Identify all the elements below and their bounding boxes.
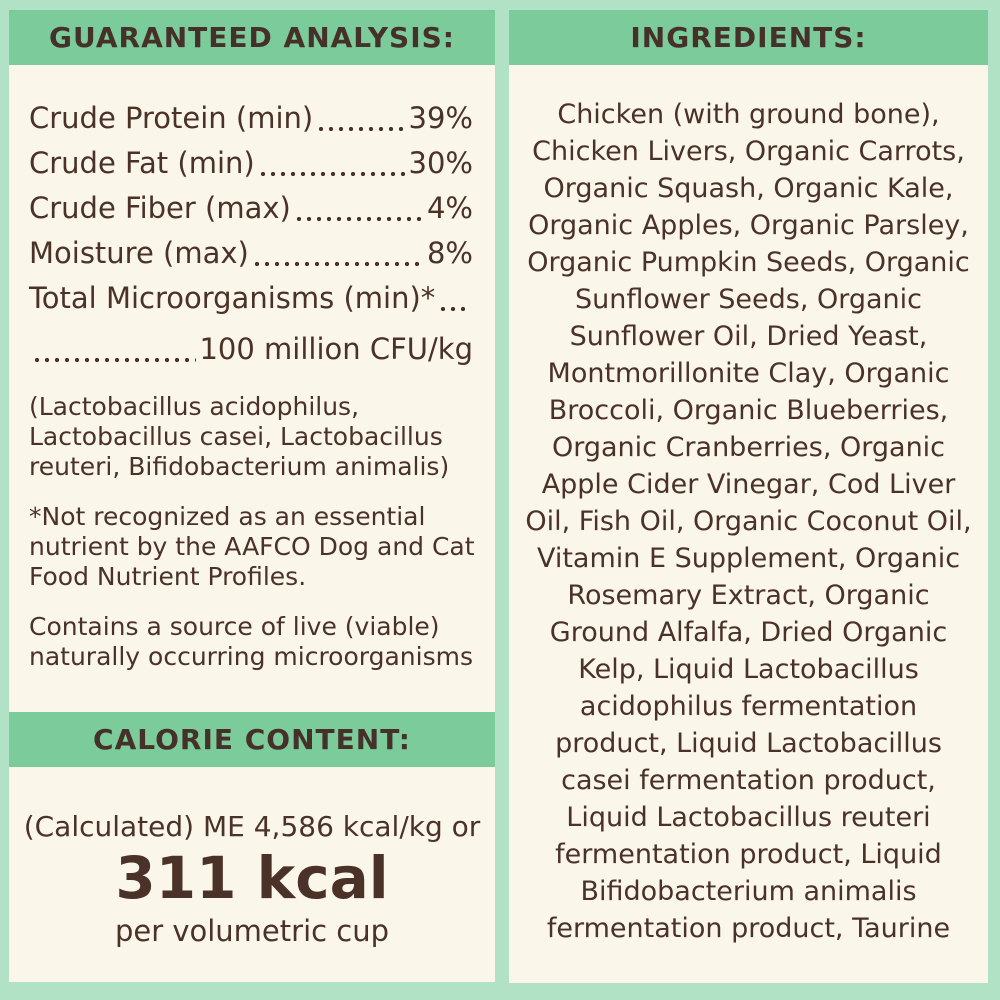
ingredients-line: Kelp, Liquid Lactobacillus bbox=[578, 654, 919, 685]
calorie-content-header bbox=[9, 712, 495, 767]
ingredients-line: Broccoli, Organic Blueberries, bbox=[548, 395, 949, 426]
ingredients-line: casei fermentation product, bbox=[561, 765, 936, 796]
analysis-row-label: Crude Fiber (max) bbox=[29, 191, 291, 225]
ingredients-line: Montmorillonite Clay, Organic bbox=[547, 358, 950, 389]
dot-leader bbox=[258, 141, 406, 186]
ingredients-line: Chicken Livers, Organic Carrots, bbox=[532, 136, 965, 167]
analysis-row-crude-fiber bbox=[29, 186, 473, 231]
ingredients-line: Vitamin E Supplement, Organic bbox=[536, 543, 961, 574]
species-note-line: (Lactobacillus acidophilus, bbox=[29, 392, 360, 421]
ingredients-title: INGREDIENTS: bbox=[630, 21, 867, 54]
analysis-row-crude-fat bbox=[29, 141, 473, 186]
ingredients-line: Sunflower Seeds, Organic bbox=[574, 284, 923, 315]
live-microorganisms-note bbox=[29, 612, 473, 672]
ingredients-header bbox=[509, 10, 988, 65]
dot-leader bbox=[316, 96, 405, 141]
ingredients-line: fermentation product, Liquid bbox=[555, 839, 942, 870]
dot-leader bbox=[32, 327, 196, 372]
guaranteed-analysis-title: GUARANTEED ANALYSIS: bbox=[48, 21, 455, 54]
calorie-content-body bbox=[9, 767, 495, 982]
calorie-content-title: CALORIE CONTENT: bbox=[93, 723, 411, 756]
ingredients-line: Ground Alfalfa, Dried Organic bbox=[549, 617, 948, 648]
analysis-row-label: Total Microorganisms (min)* bbox=[29, 281, 436, 315]
ingredients-line: Organic Apples, Organic Parsley, bbox=[528, 210, 969, 241]
live-microorganisms-note-line: naturally occurring microorganisms bbox=[29, 642, 473, 671]
guaranteed-analysis-panel bbox=[9, 10, 495, 982]
analysis-row-total-microorganisms bbox=[29, 276, 473, 321]
live-microorganisms-note-line: Contains a source of live (viable) bbox=[29, 612, 440, 641]
species-note-line: reuteri, Bifidobacterium animalis) bbox=[29, 452, 450, 481]
ingredients-line: Apple Cider Vinegar, Cod Liver bbox=[541, 469, 956, 500]
species-note bbox=[29, 392, 473, 482]
analysis-row-moisture bbox=[29, 231, 473, 276]
ingredients-line: Organic Squash, Organic Kale, bbox=[543, 173, 954, 204]
analysis-row-value: 30% bbox=[408, 146, 473, 180]
analysis-row-total-microorganisms-value bbox=[29, 327, 473, 372]
analysis-row-value: 100 million CFU/kg bbox=[199, 332, 473, 366]
analysis-row-value: 39% bbox=[408, 101, 473, 135]
calorie-kcal-per-kg: (Calculated) ME 4,586 kcal/kg or bbox=[23, 810, 481, 843]
ingredients-line: fermentation product, Taurine bbox=[546, 913, 951, 944]
aafco-footnote-line: nutrient by the AAFCO Dog and Cat bbox=[29, 532, 475, 561]
aafco-footnote-line: Food Nutrient Profiles. bbox=[29, 562, 307, 591]
species-note-line: Lactobacillus casei, Lactobacillus bbox=[29, 422, 443, 451]
aafco-footnote bbox=[29, 502, 473, 592]
analysis-row-value: 8% bbox=[426, 236, 473, 270]
dot-leader bbox=[438, 276, 470, 321]
dot-leader bbox=[252, 231, 424, 276]
ingredients-line: Organic Pumpkin Seeds, Organic bbox=[527, 247, 970, 278]
ingredients-line: Chicken (with ground bone), bbox=[557, 99, 940, 130]
dot-leader bbox=[294, 186, 424, 231]
ingredients-list bbox=[509, 65, 988, 983]
analysis-row-label: Crude Fat (min) bbox=[29, 146, 255, 180]
calorie-kcal-per-cup: 311 kcal bbox=[115, 844, 389, 912]
analysis-row-label: Crude Protein (min) bbox=[29, 101, 314, 135]
analysis-row-value: 4% bbox=[426, 191, 473, 225]
analysis-row-crude-protein bbox=[29, 96, 473, 141]
guaranteed-analysis-content bbox=[9, 65, 495, 712]
ingredients-line: Organic Cranberries, Organic bbox=[551, 432, 946, 463]
ingredients-line: product, Liquid Lactobacillus bbox=[555, 728, 942, 759]
calorie-unit-note: per volumetric cup bbox=[114, 914, 390, 948]
ingredients-line: Bifidobacterium animalis bbox=[580, 876, 917, 907]
aafco-footnote-line: *Not recognized as an essential bbox=[29, 502, 426, 531]
ingredients-line: Liquid Lactobacillus reuteri bbox=[566, 802, 931, 833]
ingredients-panel bbox=[509, 10, 988, 983]
ingredients-line: Oil, Fish Oil, Organic Coconut Oil, bbox=[525, 506, 972, 537]
ingredients-line: Sunflower Oil, Dried Yeast, bbox=[569, 321, 928, 352]
analysis-row-label: Moisture (max) bbox=[29, 236, 249, 270]
ingredients-line: acidophilus fermentation bbox=[579, 691, 918, 722]
guaranteed-analysis-header bbox=[9, 10, 495, 65]
ingredients-line: Rosemary Extract, Organic bbox=[567, 580, 930, 611]
